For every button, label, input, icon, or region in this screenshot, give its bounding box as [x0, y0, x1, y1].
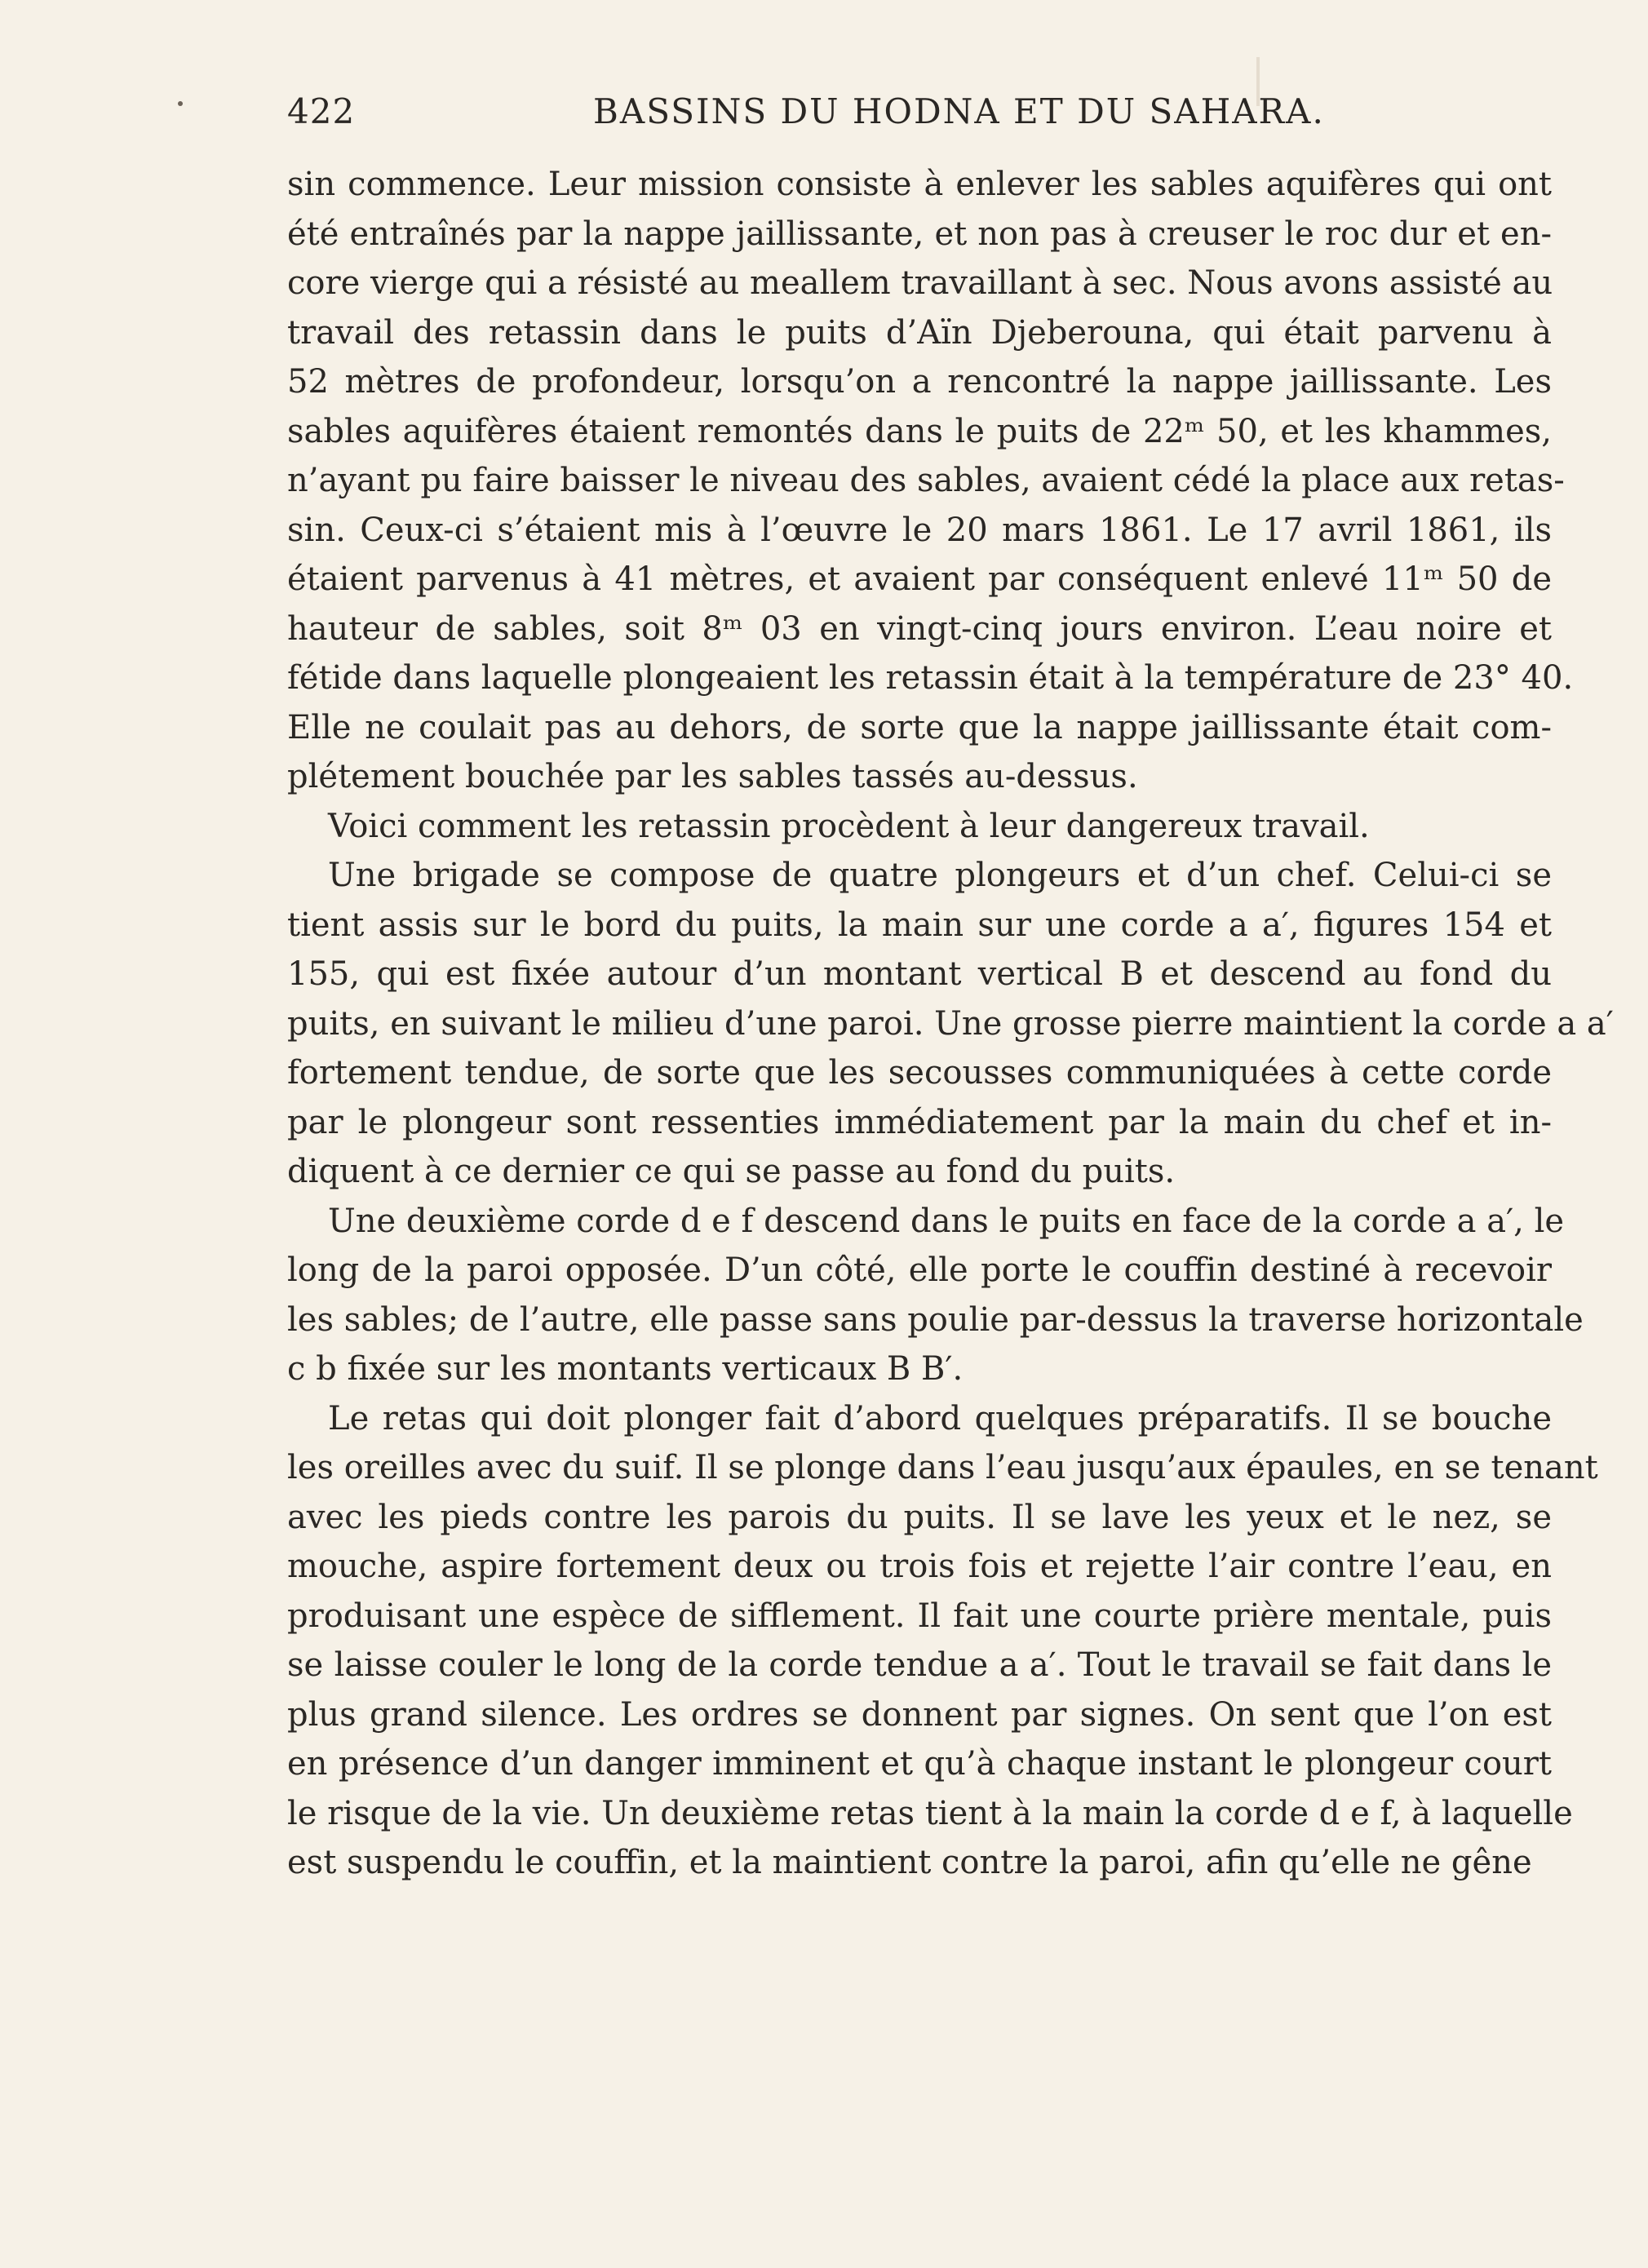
text-line: mouche, aspire fortement deux ou trois fois et rejette l’air contre l’eau, en	[287, 1548, 1552, 1585]
text-line: long de la paroi opposée. D’un côté, elle porte le couffin destiné à recevoir	[287, 1251, 1552, 1289]
text-line: hauteur de sables, soit 8ᵐ 03 en vingt-cinq jours environ. L’eau noire et	[287, 609, 1552, 648]
text-line: Une deuxième corde d e f descend dans le puits en face de la corde a a′, le	[328, 1202, 1565, 1240]
text-line: avec les pieds contre les parois du puits. Il se lave les yeux et le nez, se	[287, 1498, 1552, 1536]
text-line: les oreilles avec du suif. Il se plonge dans l’eau jusqu’aux épaules, en se tenant	[287, 1449, 1598, 1486]
text-line: 155, qui est fixée autour d’un montant vertical B et descend au fond du	[287, 955, 1552, 993]
text-line: est suspendu le couffin, et la maintient contre la paroi, afin qu’elle ne gêne	[287, 1844, 1532, 1881]
text-line: Le retas qui doit plonger fait d’abord quelques préparatifs. Il se bouche	[328, 1399, 1552, 1437]
text-line: fortement tendue, de sorte que les secousses communiquées à cette corde	[287, 1054, 1552, 1092]
text-line: en présence d’un danger imminent et qu’à chaque instant le plongeur court	[287, 1745, 1552, 1783]
text-line: étaient parvenus à 41 mètres, et avaient par conséquent enlevé 11ᵐ 50 de	[287, 560, 1552, 598]
paragraph	[287, 802, 1552, 852]
text-line: n’ayant pu faire baisser le niveau des sables, avaient cédé la place aux retas-	[287, 462, 1565, 499]
text-line: été entraînés par la nappe jaillissante, et non pas à creuser le roc dur et en-	[287, 215, 1552, 253]
text-line: sin commence. Leur mission consiste à enlever les sables aquifères qui ont	[287, 166, 1552, 203]
text-line: core vierge qui a résisté au meallem travaillant à sec. Nous avons assisté au	[287, 264, 1553, 302]
running-head: BASSINS DU HODNA ET DU SAHARA.	[593, 91, 1325, 131]
text-line: fétide dans laquelle plongeaient les retassin était à la température de 23° 40.	[287, 659, 1574, 697]
body-text	[287, 160, 1614, 1888]
paragraph	[287, 851, 1614, 1197]
margin-speck	[178, 101, 183, 106]
text-line: 52 mètres de profondeur, lorsqu’on a rencontré la nappe jaillissante. Les	[287, 363, 1552, 401]
page-header	[287, 91, 1552, 157]
text-line: produisant une espèce de sifflement. Il fait une courte prière mentale, puis	[287, 1597, 1552, 1635]
text-line: travail des retassin dans le puits d’Aïn Djeberouna, qui était parvenu à	[287, 313, 1552, 352]
text-line: sin. Ceux-ci s’étaient mis à l’œuvre le 20 mars 1861. Le 17 avril 1861, ils	[287, 511, 1552, 549]
text-line: Une brigade se compose de quatre plongeurs et d’un chef. Celui-ci se	[328, 857, 1552, 894]
text-line: plus grand silence. Les ordres se donnent par signes. On sent que l’on est	[287, 1695, 1552, 1734]
text-line: puits, en suivant le milieu d’une paroi. Une grosse pierre maintient la corde a a′	[287, 1004, 1614, 1043]
text-line: le risque de la vie. Un deuxième retas tient à la main la corde d e f, à laquelle	[287, 1794, 1573, 1832]
text-line: par le plongeur sont ressenties immédiatement par la main du chef et in-	[287, 1103, 1552, 1141]
paragraph	[287, 160, 1574, 802]
paragraph	[287, 1197, 1584, 1394]
page-number: 422	[287, 91, 356, 131]
text-line: tient assis sur le bord du puits, la main sur une corde a a′, figures 154 et	[287, 906, 1552, 944]
text-line: les sables; de l’autre, elle passe sans poulie par-dessus la traverse horizontale	[287, 1300, 1584, 1339]
text-line: Voici comment les retassin procèdent à leur dangereux travail.	[328, 807, 1370, 845]
text-line: diquent à ce dernier ce qui se passe au fond du puits.	[287, 1153, 1176, 1190]
text-line: c b fixée sur les montants verticaux B B′.	[287, 1350, 964, 1388]
text-line: se laisse couler le long de la corde tendue a a′. Tout le travail se fait dans le	[287, 1646, 1552, 1684]
text-line: sables aquifères étaient remontés dans le puits de 22ᵐ 50, et les khammes,	[287, 412, 1552, 450]
text-line: plétement bouchée par les sables tassés au-dessus.	[287, 758, 1138, 795]
paragraph	[287, 1394, 1598, 1888]
text-line: Elle ne coulait pas au dehors, de sorte que la nappe jaillissante était com-	[287, 708, 1552, 746]
